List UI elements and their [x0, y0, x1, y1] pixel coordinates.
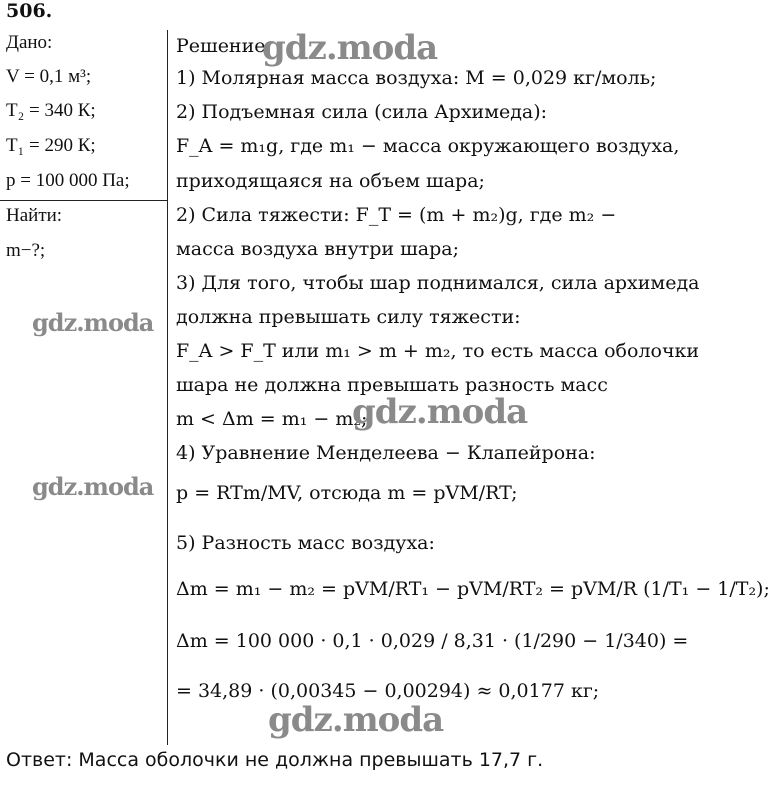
- step-mendeleev: 4) Уравнение Менделеева − Клапейрона:: [176, 442, 596, 464]
- step-mass-diff-result: = 34,89 · (0,00345 − 0,00294) ≈ 0,0177 кг;: [176, 680, 600, 702]
- step-gravity: 2) Сила тяжести: F_T = (m + m₂)g, где m₂ −: [176, 204, 617, 226]
- step-mass-difference: m < Δm = m₁ − m₂;: [176, 408, 368, 430]
- given-t1: T₁ = 290 К;: [6, 135, 96, 156]
- step-lift-note: приходящаяся на объем шара;: [176, 170, 485, 192]
- step-condition-b: должна превышать силу тяжести:: [176, 306, 521, 328]
- step-mass-diff-formula: Δm = m₁ − m₂ = pVM/RT₁ − pVM/RT₂ = pVM/R (1/T₁ − 1/T₂);: [176, 578, 770, 600]
- step-inequality-b: шара не должна превышать разность масс: [176, 374, 608, 396]
- given-label: Дано:: [6, 32, 53, 53]
- given-t2: T₂ = 340 К;: [6, 100, 96, 121]
- step-mendeleev-formula: p = RTm/MV, отсюда m = pVM/RT;: [176, 482, 518, 504]
- step-mass-diff-heading: 5) Разность масс воздуха:: [176, 532, 435, 554]
- step-condition: 3) Для того, чтобы шар поднимался, сила архимеда: [176, 272, 700, 294]
- watermark: gdz.moda: [32, 308, 154, 337]
- solution-label: Решение:: [176, 35, 272, 57]
- step-molar-mass: 1) Молярная масса воздуха: M = 0,029 кг/моль;: [176, 67, 657, 89]
- answer: Ответ: Масса оболочки не должна превышать 17,7 г.: [6, 749, 544, 771]
- column-divider: [167, 30, 168, 745]
- problem-number: 506.: [6, 0, 53, 22]
- watermark: gdz.moda: [32, 472, 154, 501]
- watermark: gdz.moda: [268, 700, 444, 740]
- step-mass-diff-numeric: Δm = 100 000 · 0,1 · 0,029 / 8,31 · (1/290 − 1/340) =: [176, 630, 689, 652]
- given-divider: [0, 200, 167, 201]
- watermark: gdz.moda: [352, 392, 528, 432]
- given-pressure: p = 100 000 Па;: [6, 170, 130, 191]
- step-gravity-note: масса воздуха внутри шара;: [176, 238, 460, 260]
- watermark: gdz.moda: [262, 28, 438, 68]
- step-lift-formula: F_A = m₁g, где m₁ − масса окружающего воздуха,: [176, 135, 680, 157]
- given-volume: V = 0,1 м³;: [6, 66, 92, 87]
- step-inequality: F_A > F_T или m₁ > m + m₂, то есть масса оболочки: [176, 340, 700, 362]
- step-lift-force: 2) Подъемная сила (сила Архимеда):: [176, 101, 548, 123]
- find-item: m−?;: [6, 240, 46, 261]
- find-label: Найти:: [6, 205, 63, 226]
